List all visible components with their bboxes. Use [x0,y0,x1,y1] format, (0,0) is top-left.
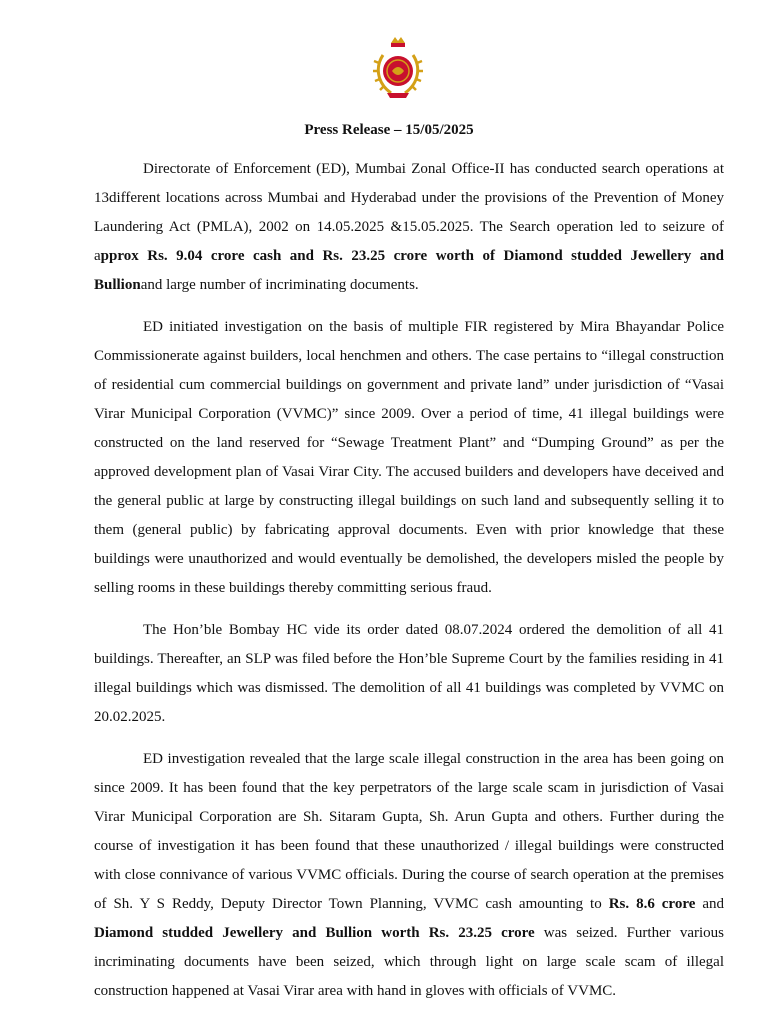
paragraph-3 [94,616,724,732]
paragraph-4 [94,745,724,1006]
press-release-body [94,155,724,1019]
text-run: ED initiated investigation on the basis of multiple FIR registered by Mira Bhayandar Police Commissionerate against builders, local henchmen and others. The case pertains to “illegal construction of residential cum commercial buildings on government and private land” under jurisdiction of “Vasai Virar Municipal Corporation (VVMC)” since 2009. Over a period of time, 41 illegal buildings were constructed on the land reserved for “Sewage Treatment Plant” and “Dumping Ground” as per the approved development plan of Vasai Virar City. The accused builders and developers have deceived and the general public at large by constructing illegal buildings on such land and subsequently selling it to them (general public) by fabricating approval documents. Even with prior knowledge that these buildings were unauthorized and would eventually be demolished, the developers misled the people by selling rooms in these buildings thereby committing serious fraud. [94,319,724,596]
text-run: was seized. Further various incriminating documents have been seized, which through light on large scale scam of illegal construction happened at Vasai Virar area with hand in gloves with officials of VVMC. [94,925,724,999]
paragraph-1 [94,155,724,300]
text-run: ED investigation revealed that the large scale illegal construction in the area has been going on since 2009. It has been found that the key perpetrators of the large scale scam in jurisdiction of Vasai Virar Municipal Corporation are Sh. Sitaram Gupta, Sh. Arun Gupta and others. Further during the course of investigation it has been found that these unauthorized / illegal buildings were constructed with close connivance of various VVMC officials. During the course of search operation at the premises of Sh. Y S Reddy, Deputy Director Town Planning, VVMC cash amounting to [94,751,724,912]
text-run: and large number of incriminating documents. [140,277,419,293]
press-release-title: Press Release – 15/05/2025 [304,122,474,138]
paragraph-2 [94,313,724,603]
text-run: Directorate of Enforcement (ED), Mumbai Zonal Office-II has conducted search operations at 13different locations across Mumbai and Hyderabad under the provisions of the Prevention of Money Laundering Act (PMLA), 2002 on 14.05.2025 &15.05.2025. The Search operation led to seizure of a [94,161,724,264]
text-run: and [695,896,724,912]
bold-text-run: Rs. 8.6 crore [608,896,696,912]
bold-text-run: Diamond studded Jewellery and Bullion worth Rs. 23.25 crore [94,925,535,941]
bold-text-run: pprox Rs. 9.04 crore cash and Rs. 23.25 crore worth of Diamond studded Jewellery and Bullion [94,248,724,293]
text-run: The Hon’ble Bombay HC vide its order dated 08.07.2024 ordered the demolition of all 41 buildings. Thereafter, an SLP was filed before the Hon’ble Supreme Court by the families residing in 41 illegal buildings which was dismissed. The demolition of all 41 buildings was completed by VVMC on 20.02.2025. [94,622,724,725]
ed-emblem-icon [369,33,427,101]
